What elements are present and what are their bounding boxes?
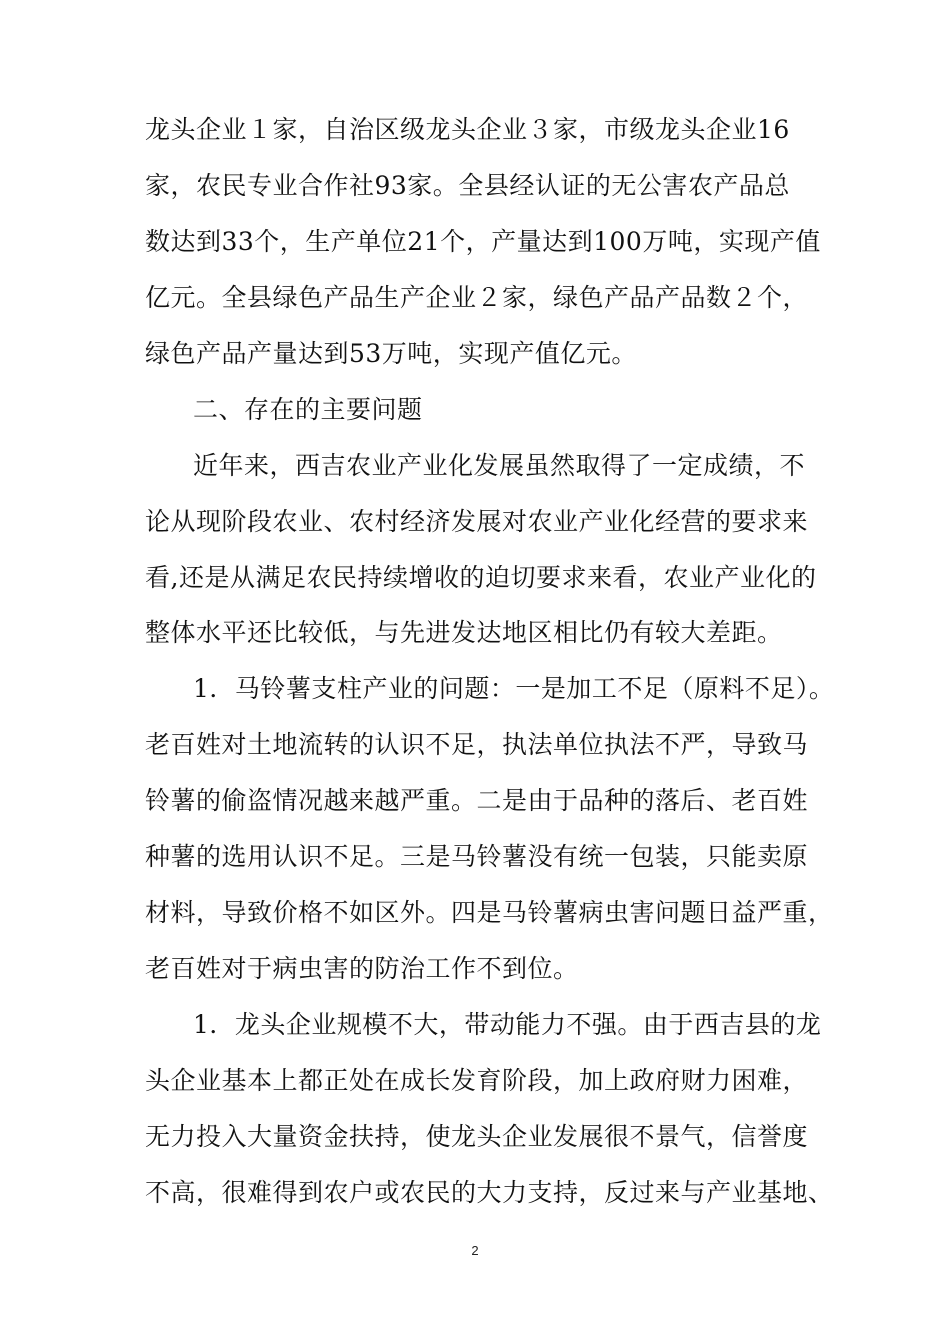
text-line: 无力投入大量资金扶持，使龙头企业发展很不景气，信誉度 (145, 1122, 809, 1151)
text-line: 老百姓对土地流转的认识不足，执法单位执法不严，导致马 (145, 730, 809, 759)
paragraph-start-line: 1．马铃薯支柱产业的问题：一是加工不足（原料不足）。 (193, 674, 835, 703)
text-line: 看,还是从满足农民持续增收的迫切要求来看，农业产业化的 (145, 563, 817, 592)
text-line: 论从现阶段农业、农村经济发展对农业产业化经营的要求来 (145, 507, 809, 536)
text-line: 数达到33个，生产单位21个，产量达到100万吨，实现产值 (145, 227, 821, 256)
page-number: 2 (471, 1243, 479, 1258)
paragraph-start-line: 1．龙头企业规模不大，带动能力不强。由于西吉县的龙 (193, 1010, 822, 1039)
text-line: 头企业基本上都正处在成长发育阶段，加上政府财力困难， (145, 1066, 809, 1095)
text-line: 铃薯的偷盗情况越来越严重。二是由于品种的落后、老百姓 (145, 786, 809, 815)
text-line: 整体水平还比较低，与先进发达地区相比仍有较大差距。 (145, 618, 783, 647)
text-line: 绿色产品产量达到53万吨，实现产值亿元。 (145, 339, 637, 368)
text-line: 龙头企业１家，自治区级龙头企业３家，市级龙头企业16 (145, 115, 790, 144)
text-line: 种薯的选用认识不足。三是马铃薯没有统一包装，只能卖原 (145, 842, 809, 871)
text-line: 亿元。全县绿色产品生产企业２家，绿色产品产品数２个， (145, 283, 809, 312)
text-line: 材料，导致价格不如区外。四是马铃薯病虫害问题日益严重， (145, 898, 834, 927)
text-line: 家，农民专业合作社93家。全县经认证的无公害农产品总 (145, 171, 790, 200)
paragraph-start-line: 近年来，西吉农业产业化发展虽然取得了一定成绩，不 (193, 451, 806, 480)
text-line: 老百姓对于病虫害的防治工作不到位。 (145, 954, 579, 983)
section-heading: 二、存在的主要问题 (193, 395, 423, 424)
text-line: 不高，很难得到农户或农民的大力支持，反过来与产业基地、 (145, 1178, 834, 1207)
